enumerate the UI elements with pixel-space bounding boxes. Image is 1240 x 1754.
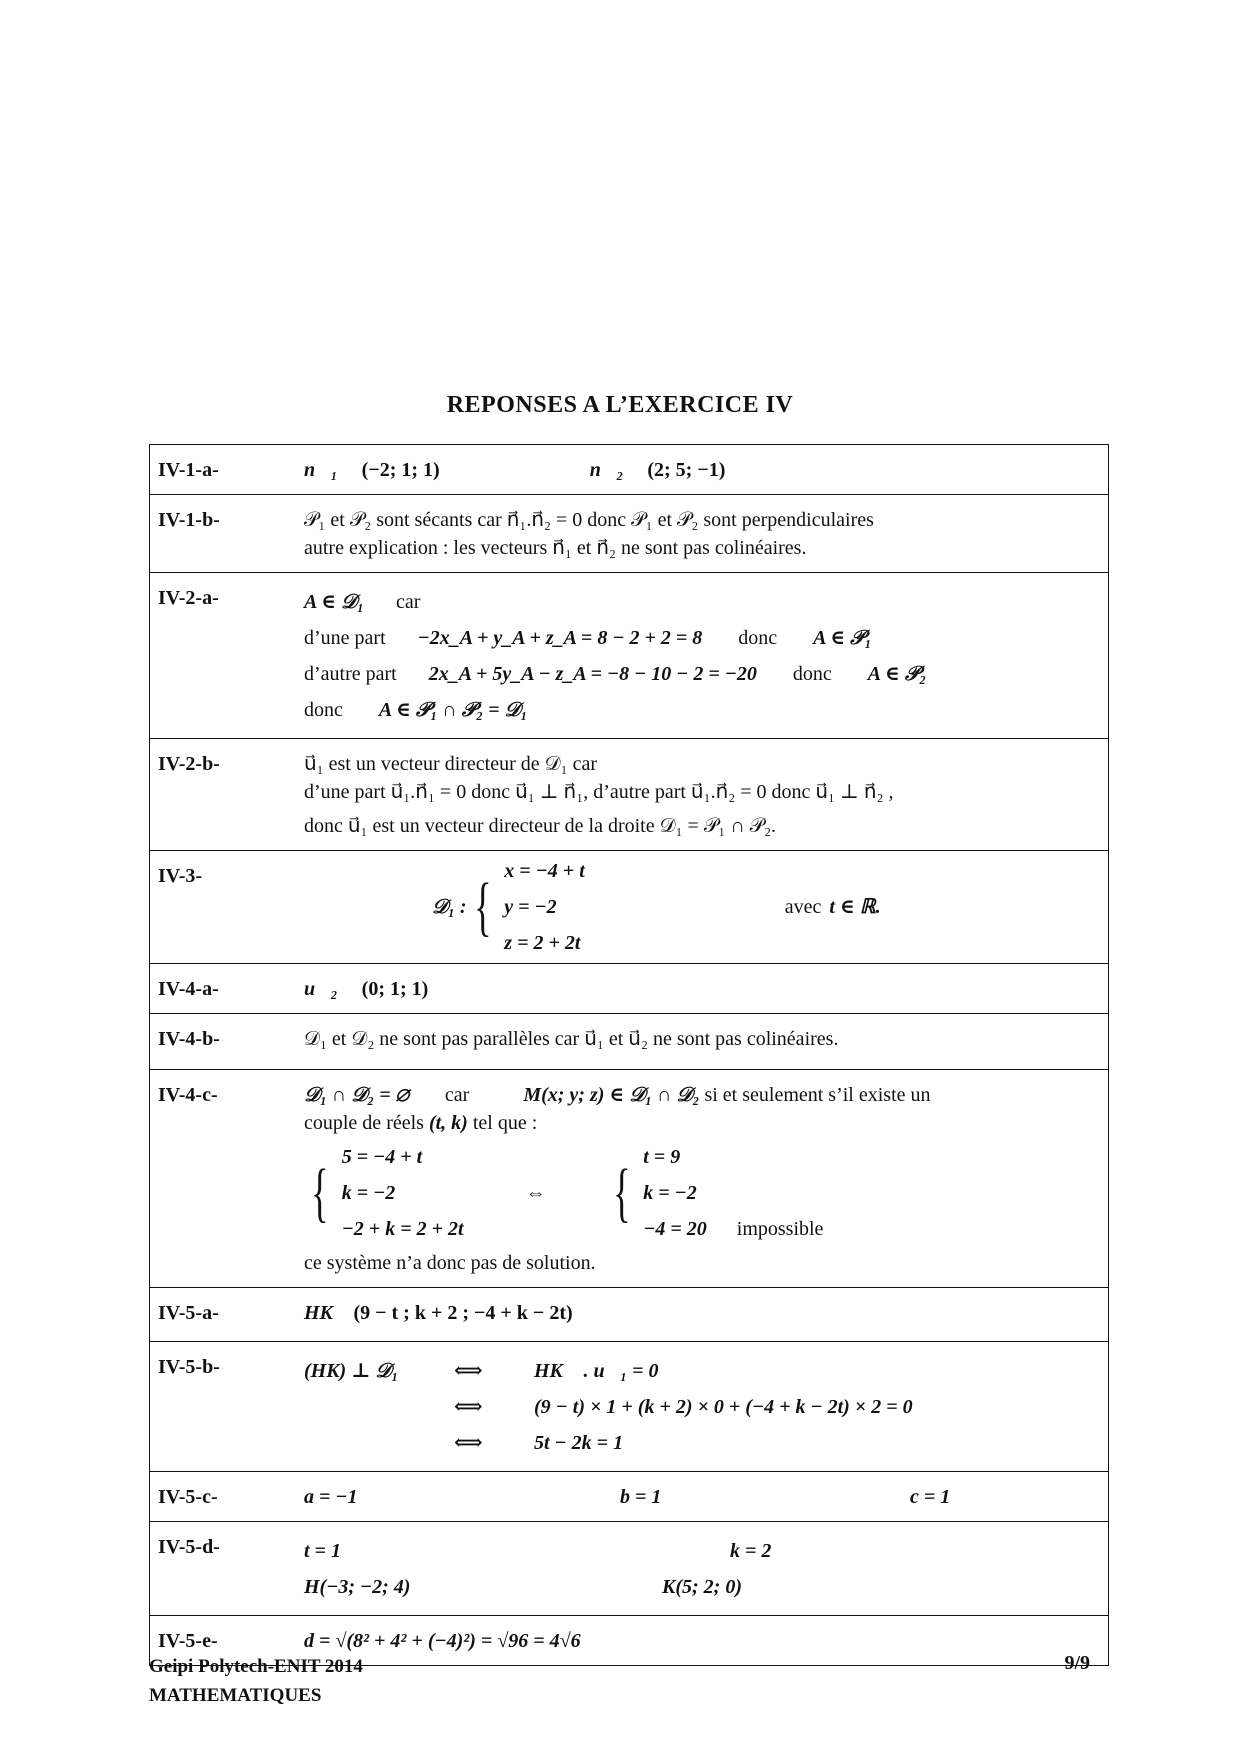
table-row: [150, 1342, 1109, 1472]
table-row: [150, 1070, 1109, 1288]
table-row: [150, 964, 1109, 1014]
row-content: HK⃗ (9 − t ; k + 2 ; −4 + k − 2t): [296, 1288, 1109, 1342]
row-content: 𝒟₁ : { x = −4 + t y = −2 z = 2 + 2t avec t ∈ ℝ.: [296, 851, 1109, 964]
row-label: IV-5-a-: [150, 1288, 297, 1342]
row-label: IV-1-b-: [150, 495, 297, 573]
row-label: IV-4-b-: [150, 1014, 297, 1070]
table-row: [150, 573, 1109, 739]
row-label: IV-4-a-: [150, 964, 297, 1014]
row-content: (HK) ⊥ 𝒟₁ ⟺ ⟺ ⟺ HK⃗ . u⃗₁ = 0 (9 − t) × 1 + (k + 2) × 0 + (−4 + k − 2t) × 2 = 0 5t − 2k = 1: [296, 1342, 1109, 1472]
system-of-equations: { x = −4 + t y = −2 z = 2 + 2t: [473, 860, 585, 954]
brace-icon: {: [473, 870, 492, 943]
table-row: [150, 1472, 1109, 1522]
answers-table: [149, 444, 1109, 1666]
page-number: 9/9: [1064, 1652, 1090, 1674]
footer: [149, 1652, 363, 1710]
row-content: a = −1 b = 1 c = 1: [296, 1472, 1109, 1522]
row-label: IV-5-b-: [150, 1342, 297, 1472]
system-of-equations: { t = 9 k = −2 −4 = 20: [612, 1146, 707, 1240]
page-title: REPONSES A L’EXERCICE IV: [446, 392, 794, 418]
table-row: [150, 445, 1109, 495]
table-row: [150, 1288, 1109, 1342]
footer-subject: MATHEMATIQUES: [149, 1685, 322, 1706]
brace-icon: {: [311, 1156, 329, 1229]
row-label: IV-5-e-: [150, 1616, 297, 1666]
system-of-equations: { 5 = −4 + t k = −2 −2 + k = 2 + 2t: [311, 1146, 464, 1240]
table-row: [150, 1014, 1109, 1070]
table-row: [150, 739, 1109, 851]
row-content: 𝒟₁ ∩ 𝒟₂ = ∅ car M(x; y; z) ∈ 𝒟₁ ∩ 𝒟₂ si et seulement s’il existe un couple de réels (t, k) tel que : { 5 = −4 + t k = −2 −2 + k = 2 + 2t ⇔ { t = 9 k = −2 −4 = 20 impossible ce système n’a donc pas de solution.: [296, 1070, 1109, 1288]
table-row: [150, 495, 1109, 573]
row-label: IV-5-d-: [150, 1522, 297, 1616]
row-label: IV-2-a-: [150, 573, 297, 739]
row-label: IV-1-a-: [150, 445, 297, 495]
row-content: t = 1 k = 2 H(−3; −2; 4) K(5; 2; 0): [296, 1522, 1109, 1616]
row-content: 𝒟₁ et 𝒟₂ ne sont pas parallèles car u⃗₁ et u⃗₂ ne sont pas colinéaires.: [296, 1014, 1109, 1070]
row-content: 𝒫₁ et 𝒫₂ sont sécants car n⃗₁.n⃗₂ = 0 donc 𝒫₁ et 𝒫₂ sont perpendiculaires autre explication : les vecteurs n⃗₁ et n⃗₂ ne sont pas colinéaires.: [296, 495, 1109, 573]
row-label: IV-3-: [150, 851, 297, 964]
row-content: n⃗₁ (−2; 1; 1) n⃗₂ (2; 5; −1): [296, 445, 1109, 495]
row-label: IV-4-c-: [150, 1070, 297, 1288]
row-content: A ∈ 𝒟₁ car d’une part −2x_A + y_A + z_A = 8 − 2 + 2 = 8 donc A ∈ 𝒫₁ d’autre part 2x_A + 5y_A − z_A = −8 − 10 − 2 = −20 donc A ∈ 𝒫₂ donc A ∈ 𝒫₁ ∩ 𝒫₂ = 𝒟₁: [296, 573, 1109, 739]
row-label: IV-2-b-: [150, 739, 297, 851]
row-content: u⃗₁ est un vecteur directeur de 𝒟₁ car d’une part u⃗₁.n⃗₁ = 0 donc u⃗₁ ⊥ n⃗₁, d’autre part u⃗₁.n⃗₂ = 0 donc u⃗₁ ⊥ n⃗₂ , donc u⃗₁ est un vecteur directeur de la droite 𝒟₁ = 𝒫₁ ∩ 𝒫₂.: [296, 739, 1109, 851]
table-row: [150, 1522, 1109, 1616]
footer-institution: Geipi Polytech-ENIT 2014: [149, 1656, 363, 1677]
brace-icon: {: [612, 1156, 631, 1229]
row-label: IV-5-c-: [150, 1472, 297, 1522]
row-content: u⃗₂ (0; 1; 1): [296, 964, 1109, 1014]
table-row: [150, 851, 1109, 964]
row-content: d = √(8² + 4² + (−4)²) = √96 = 4√6: [296, 1616, 1109, 1666]
